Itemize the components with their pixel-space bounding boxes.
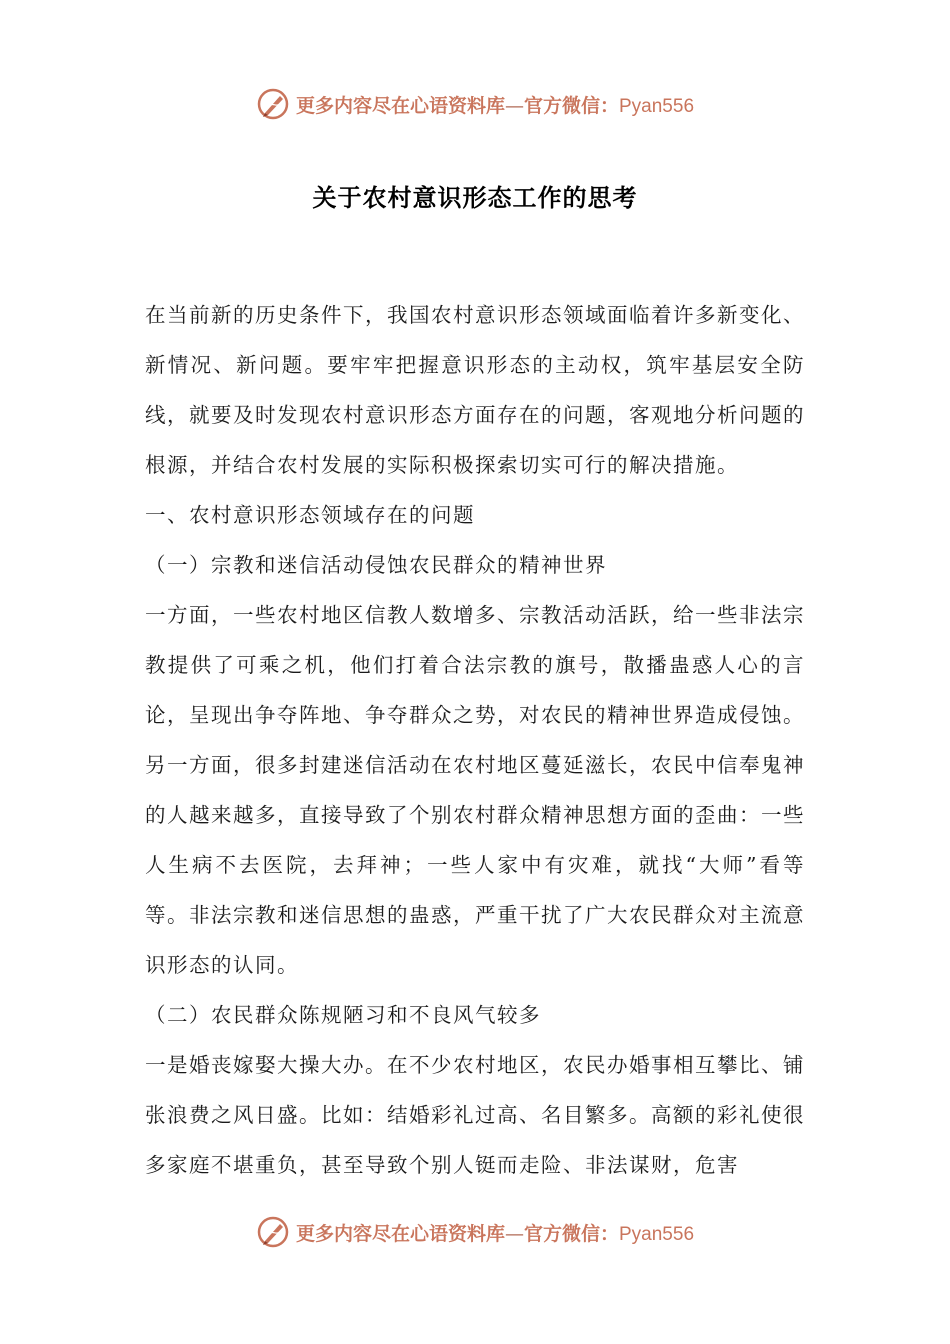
watermark-banner-bottom (0, 1212, 950, 1252)
watermark-wechat-id: Pyan556 (619, 95, 695, 117)
watermark-banner-top (0, 84, 950, 124)
watermark-library-name: 更多内容尽在心语资料库 (295, 94, 505, 117)
document-body (145, 290, 805, 1190)
quill-pen-logo-icon (256, 87, 290, 121)
watermark-wechat-id: Pyan556 (619, 1223, 695, 1245)
watermark-library-name: 更多内容尽在心语资料库 (295, 1222, 505, 1245)
document-title: 关于农村意识形态工作的思考 (312, 184, 638, 212)
subsection-2-paragraph: 一是婚丧嫁娶大操大办。在不少农村地区，农民办婚事相互攀比、铺张浪费之风日盛。比如：结婚彩礼过高、名目繁多。高额的彩礼使很多家庭不堪重负，甚至导致个别人铤而走险、非法谋财，危害 (145, 1053, 805, 1177)
watermark-wechat-label: 官方微信： (523, 1222, 619, 1245)
watermark-text (296, 1219, 694, 1246)
section-heading-1: 一、农村意识形态领域存在的问题 (145, 503, 475, 527)
intro-paragraph: 在当前新的历史条件下，我国农村意识形态领域面临着许多新变化、新情况、新问题。要牢牢把握意识形态的主动权，筑牢基层安全防线，就要及时发现农村意识形态方面存在的问题，客观地分析问题的根源，并结合农村发展的实际积极探索切实可行的解决措施。 (145, 303, 805, 477)
watermark-separator: — (504, 94, 524, 117)
watermark-text (296, 91, 694, 118)
quill-pen-logo-icon (256, 1215, 290, 1249)
watermark-wechat-label: 官方微信： (523, 94, 619, 117)
subsection-heading-2: （二）农民群众陈规陋习和不良风气较多 (145, 1003, 541, 1027)
subsection-heading-1: （一）宗教和迷信活动侵蚀农民群众的精神世界 (145, 553, 607, 577)
subsection-1-paragraph: 一方面，一些农村地区信教人数增多、宗教活动活跃，给一些非法宗教提供了可乘之机，他们打着合法宗教的旗号，散播蛊惑人心的言论，呈现出争夺阵地、争夺群众之势，对农民的精神世界造成侵蚀。另一方面，很多封建迷信活动在农村地区蔓延滋长，农民中信奉鬼神的人越来越多，直接导致了个别农村群众精神思想方面的歪曲：一些人生病不去医院，去拜神；一些人家中有灾难，就找“大师”看等等。非法宗教和迷信思想的蛊惑，严重干扰了广大农民群众对主流意识形态的认同。 (145, 603, 805, 977)
watermark-separator: — (504, 1222, 524, 1245)
